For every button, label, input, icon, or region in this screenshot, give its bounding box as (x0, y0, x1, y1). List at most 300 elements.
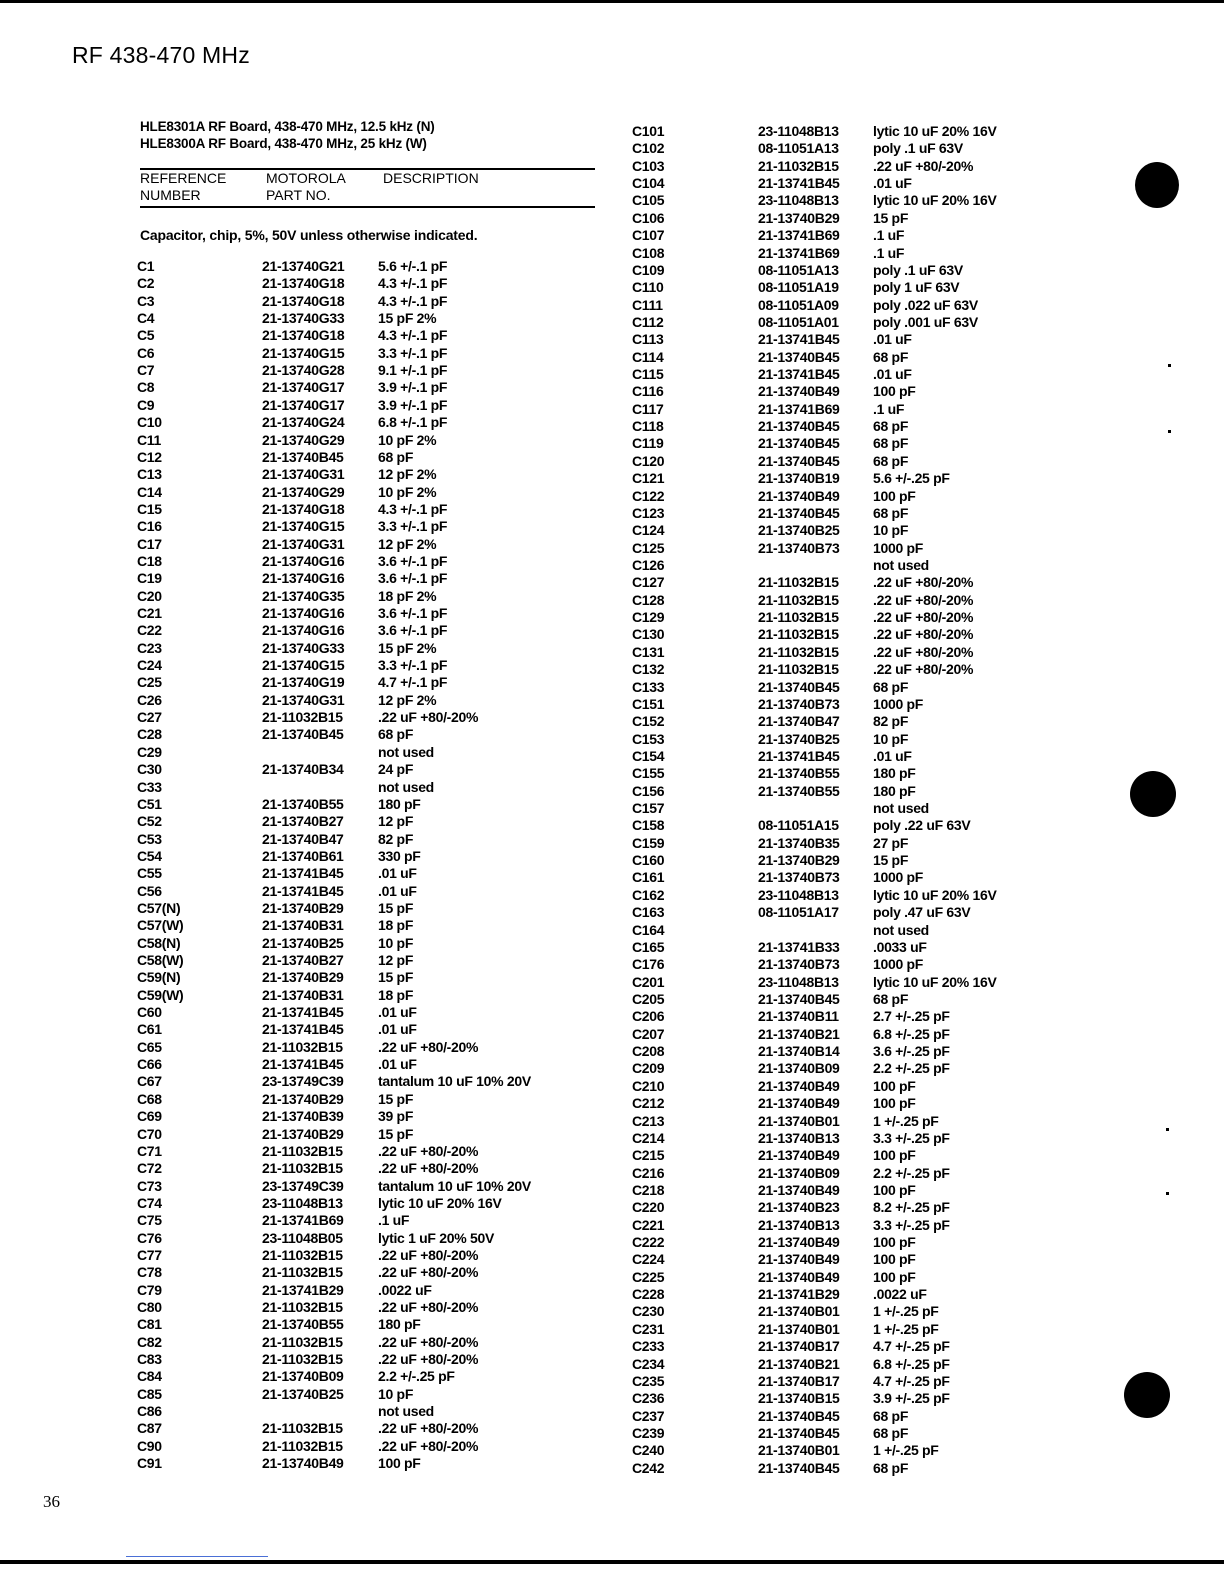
description: lytic 10 uF 20% 16V (873, 973, 997, 990)
reference-number: C163 (632, 904, 665, 921)
reference-number: C228 (632, 1286, 665, 1303)
part-number: 21-13740G16 (262, 570, 345, 587)
description: 2.7 +/-.25 pF (873, 1008, 950, 1025)
description: 68 pF (873, 1459, 909, 1476)
reference-number: C14 (137, 483, 162, 500)
reference-number: C24 (137, 657, 162, 674)
description: .01 uF (378, 882, 417, 899)
description: .22 uF +80/-20% (378, 1299, 479, 1315)
reference-number: C18 (137, 552, 162, 569)
part-number: 21-13740G17 (262, 396, 345, 413)
reference-number: C7 (137, 362, 155, 379)
scan-speck (1168, 430, 1171, 433)
description: .22 uF +80/-20% (873, 574, 974, 591)
reference-number: C160 (632, 852, 665, 869)
part-number: 08-11051A13 (758, 140, 839, 157)
reference-number: C105 (632, 192, 665, 209)
description: 15 pF (378, 1090, 414, 1107)
reference-number: C25 (137, 674, 162, 691)
reference-number: C58(N) (137, 934, 181, 951)
part-number: 21-11032B15 (262, 1246, 343, 1263)
reference-number: C29 (137, 743, 162, 760)
reference-number: C111 (632, 296, 663, 313)
description: 2.2 +/-.25 pF (873, 1164, 950, 1181)
part-number: 21-13740G16 (262, 605, 345, 621)
description: .22 uF +80/-20% (873, 609, 974, 626)
part-number: 21-11032B15 (262, 1142, 343, 1159)
description: .01 uF (378, 1004, 417, 1021)
reference-number: C20 (137, 587, 162, 604)
reference-number: C233 (632, 1338, 665, 1355)
part-number: 21-13740B29 (262, 969, 344, 986)
description: 12 pF 2% (378, 691, 437, 708)
description: .22 uF +80/-20% (378, 1333, 479, 1350)
part-number: 21-13740B09 (758, 1164, 840, 1181)
part-number: 21-13740B17 (758, 1372, 840, 1389)
part-number: 08-11051A17 (758, 904, 839, 921)
description: 68 pF (378, 726, 414, 743)
reference-number: C121 (632, 470, 665, 487)
part-number: 21-11032B15 (262, 1038, 343, 1055)
part-number: 21-11032B15 (758, 574, 839, 591)
part-number: 21-13740G21 (262, 258, 345, 274)
part-number: 21-13740B29 (758, 852, 840, 869)
page-title: RF 438-470 MHz (72, 42, 250, 68)
description: 27 pF (873, 834, 909, 851)
description: .22 uF +80/-20% (378, 1038, 479, 1055)
description: not used (378, 1403, 434, 1420)
description: 15 pF 2% (378, 639, 437, 656)
part-number: 21-13740G31 (262, 535, 345, 552)
reference-number: C103 (632, 157, 665, 174)
description: 180 pF (873, 782, 916, 799)
reference-number: C132 (632, 661, 665, 678)
reference-number: C126 (632, 557, 665, 573)
part-number: 21-11032B15 (262, 1351, 343, 1368)
table-note: Capacitor, chip, 5%, 50V unless otherwise indicated. (140, 227, 478, 243)
part-number: 21-13741B69 (262, 1212, 344, 1229)
reference-number: C69 (137, 1108, 162, 1125)
description: .22 uF +80/-20% (873, 661, 974, 678)
reference-number: C57(N) (137, 899, 181, 916)
reference-number: C66 (137, 1056, 162, 1073)
description: .1 uF (873, 244, 905, 261)
reference-number: C122 (632, 487, 665, 504)
column-header-description: DESCRIPTION (383, 170, 479, 186)
part-number: 21-13740G18 (262, 500, 345, 517)
scan-mark (126, 1556, 268, 1557)
part-number: 21-13740B45 (758, 678, 840, 695)
part-number: 21-13740G18 (262, 292, 345, 309)
reference-number: C72 (137, 1160, 162, 1177)
reference-number: C78 (137, 1264, 162, 1281)
part-number: 21-13740B49 (758, 1095, 840, 1112)
part-number: 21-13740B49 (758, 1251, 840, 1268)
reference-number: C71 (137, 1142, 162, 1159)
description: 68 pF (873, 1407, 909, 1424)
part-number: 21-13741B45 (758, 331, 840, 348)
part-number: 21-13740B15 (758, 1390, 840, 1407)
reference-number: C2 (137, 275, 155, 292)
reference-number: C86 (137, 1403, 162, 1420)
part-number: 21-13740G16 (262, 552, 345, 569)
part-number: 21-13741B69 (758, 227, 840, 244)
reference-number: C119 (632, 435, 664, 452)
reference-number: C129 (632, 609, 665, 626)
part-number: 21-13740B45 (758, 1425, 840, 1441)
description: 82 pF (873, 713, 909, 730)
reference-number: C27 (137, 709, 162, 726)
description: 3.6 +/-.25 pF (873, 1043, 950, 1060)
reference-number: C216 (632, 1164, 665, 1181)
column-header-reference: REFERENCE NUMBER (140, 170, 227, 203)
description: .22 uF +80/-20% (378, 709, 479, 726)
description: not used (873, 921, 929, 938)
description: 3.9 +/-.1 pF (378, 379, 448, 396)
description: 10 pF (378, 1385, 414, 1402)
reference-number: C65 (137, 1038, 162, 1055)
part-number: 21-11032B15 (758, 591, 839, 608)
reference-number: C236 (632, 1390, 665, 1407)
part-number: 21-13740G18 (262, 275, 345, 292)
part-number: 21-13740G15 (262, 518, 345, 535)
part-number: 21-13740G15 (262, 657, 345, 674)
description: 10 pF 2% (378, 483, 437, 500)
reference-number: C240 (632, 1442, 665, 1459)
part-number: 21-11032B15 (758, 661, 839, 678)
reference-number: C152 (632, 713, 665, 730)
description: 6.8 +/-.1 pF (378, 414, 448, 431)
reference-number: C221 (632, 1216, 665, 1233)
reference-number: C87 (137, 1420, 162, 1437)
part-number: 21-13740B73 (758, 956, 840, 973)
part-number: 21-13740B17 (758, 1338, 840, 1355)
reference-number: C207 (632, 1025, 665, 1042)
part-number: 21-13740B39 (262, 1108, 344, 1125)
part-number: 21-13740B09 (758, 1060, 840, 1077)
part-number: 08-11051A09 (758, 296, 839, 313)
description: 10 pF 2% (378, 431, 437, 448)
description: 3.6 +/-.1 pF (378, 605, 448, 621)
description: poly .1 uF 63V (873, 140, 963, 157)
reference-number: C77 (137, 1246, 162, 1263)
description: lytic 1 uF 20% 50V (378, 1229, 494, 1246)
description: .22 uF +80/-20% (378, 1142, 479, 1159)
description: 180 pF (378, 795, 421, 812)
reference-number: C209 (632, 1060, 665, 1077)
description: 68 pF (873, 452, 909, 469)
part-number: 21-13740B25 (758, 522, 840, 539)
description: 68 pF (873, 504, 909, 521)
part-number: 21-13740B45 (262, 448, 344, 465)
part-number: 21-13740G31 (262, 691, 345, 708)
part-number: 21-13741B29 (758, 1286, 840, 1303)
part-number: 21-13740G31 (262, 466, 345, 483)
part-number: 21-13740B45 (758, 991, 840, 1007)
description: .22 uF +80/-20% (378, 1351, 479, 1368)
part-number: 23-13749C39 (262, 1177, 344, 1194)
part-number: 21-13740B27 (262, 952, 344, 968)
reference-number: C21 (137, 605, 162, 621)
part-number: 21-13740B49 (758, 487, 840, 504)
reference-number: C214 (632, 1129, 665, 1146)
description: .1 uF (873, 400, 905, 417)
part-number: 21-13740B49 (758, 1268, 840, 1285)
reference-number: C12 (137, 448, 162, 465)
reference-number: C79 (137, 1281, 162, 1298)
description: 1 +/-.25 pF (873, 1112, 939, 1129)
description: 2.2 +/-.25 pF (873, 1060, 950, 1077)
part-number: 21-13740B49 (758, 1147, 840, 1164)
reference-number: C127 (632, 574, 665, 591)
part-number: 21-13740B23 (758, 1199, 840, 1216)
reference-number: C53 (137, 830, 162, 847)
part-number: 08-11051A13 (758, 261, 839, 278)
reference-number: C13 (137, 466, 162, 483)
reference-number: C30 (137, 761, 162, 778)
reference-number: C74 (137, 1194, 162, 1211)
reference-number: C210 (632, 1077, 665, 1094)
reference-number: C76 (137, 1229, 162, 1246)
reference-number: C157 (632, 800, 665, 817)
part-number: 21-13740B34 (262, 761, 344, 778)
part-number: 21-13740B45 (758, 435, 840, 452)
description: 4.3 +/-.1 pF (378, 292, 448, 309)
part-number: 21-13740B45 (262, 726, 344, 743)
part-number: 21-13740G18 (262, 327, 345, 344)
part-number: 21-13740G24 (262, 414, 345, 431)
description: 6.8 +/-.25 pF (873, 1025, 950, 1042)
part-number: 21-13740G33 (262, 639, 345, 656)
reference-number: C80 (137, 1299, 162, 1315)
part-number: 21-11032B15 (262, 1299, 343, 1315)
description: 12 pF 2% (378, 535, 437, 552)
part-number: 21-13740B27 (262, 813, 344, 830)
description: .0033 uF (873, 938, 927, 955)
description: 3.6 +/-.1 pF (378, 552, 448, 569)
reference-number: C5 (137, 327, 155, 344)
reference-number: C117 (632, 400, 664, 417)
description: 82 pF (378, 830, 414, 847)
reference-number: C90 (137, 1437, 162, 1454)
description: 100 pF (873, 1095, 916, 1112)
description: poly 1 uF 63V (873, 279, 960, 296)
reference-number: C28 (137, 726, 162, 743)
part-number: 21-13740B47 (262, 830, 344, 847)
board-line-n: HLE8301A RF Board, 438-470 MHz, 12.5 kHz (N) (140, 119, 435, 134)
reference-number: C205 (632, 991, 665, 1007)
description: not used (378, 778, 434, 795)
reference-number: C159 (632, 834, 665, 851)
description: 1 +/-.25 pF (873, 1320, 939, 1337)
part-number: 23-11048B13 (262, 1194, 343, 1211)
part-number: 21-13740G33 (262, 310, 345, 327)
reference-number: C55 (137, 865, 162, 882)
part-number: 21-13740B29 (758, 209, 840, 226)
part-number: 23-11048B13 (758, 123, 839, 139)
description: .22 uF +80/-20% (378, 1160, 479, 1177)
reference-number: C242 (632, 1459, 665, 1476)
part-number: 21-13740G29 (262, 483, 345, 500)
part-number: 21-11032B15 (262, 1437, 343, 1454)
reference-number: C113 (632, 331, 664, 348)
reference-number: C151 (632, 695, 665, 712)
description: 100 pF (378, 1455, 421, 1472)
part-number: 21-11032B15 (262, 1333, 343, 1350)
reference-number: C83 (137, 1351, 162, 1368)
description: .01 uF (873, 175, 912, 192)
description: 9.1 +/-.1 pF (378, 362, 448, 379)
part-number: 21-13740B61 (262, 847, 344, 864)
reference-number: C109 (632, 261, 665, 278)
part-number: 21-11032B15 (758, 609, 839, 626)
part-number: 21-13740B45 (758, 452, 840, 469)
description: 15 pF (378, 899, 414, 916)
reference-number: C116 (632, 383, 664, 400)
part-number: 21-13740B29 (262, 899, 344, 916)
reference-number: C59(W) (137, 986, 184, 1003)
part-number: 21-13740B01 (758, 1303, 840, 1320)
description: .01 uF (873, 331, 912, 348)
part-number: 21-13740B45 (758, 348, 840, 365)
part-number: 21-13740B01 (758, 1442, 840, 1459)
reference-number: C218 (632, 1181, 665, 1198)
description: 3.6 +/-.1 pF (378, 622, 448, 639)
part-number: 21-13740B09 (262, 1368, 344, 1385)
part-number: 21-11032B15 (758, 626, 839, 643)
description: 10 pF (873, 522, 909, 539)
description: 68 pF (378, 448, 414, 465)
description: 10 pF (873, 730, 909, 747)
description: .0022 uF (378, 1281, 432, 1298)
reference-number: C22 (137, 622, 162, 639)
description: 15 pF (873, 209, 909, 226)
part-number: 21-13740B25 (262, 1385, 344, 1402)
part-number: 21-13741B45 (262, 865, 344, 882)
description: 3.6 +/-.1 pF (378, 570, 448, 587)
binder-hole (1124, 1372, 1170, 1418)
reference-number: C58(W) (137, 952, 184, 968)
description: lytic 10 uF 20% 16V (873, 886, 997, 903)
part-number: 21-13740B73 (758, 869, 840, 886)
board-line-w: HLE8300A RF Board, 438-470 MHz, 25 kHz (W) (140, 136, 427, 151)
description: .0022 uF (873, 1286, 927, 1303)
reference-number: C15 (137, 500, 162, 517)
part-number: 21-11032B15 (262, 1264, 343, 1281)
reference-number: C11 (137, 431, 162, 448)
description: .22 uF +80/-20% (873, 626, 974, 643)
reference-number: C208 (632, 1043, 665, 1060)
reference-number: C101 (632, 123, 665, 139)
reference-number: C239 (632, 1425, 665, 1441)
part-number: 21-13740B49 (758, 1181, 840, 1198)
description: 18 pF 2% (378, 587, 437, 604)
part-number: 21-13740G28 (262, 362, 345, 379)
board-descriptions (140, 118, 435, 152)
description: 180 pF (378, 1316, 421, 1333)
part-number: 23-11048B13 (758, 192, 839, 209)
part-number: 21-13740B29 (262, 1125, 344, 1142)
part-number: 21-13740B13 (758, 1216, 840, 1233)
description: 4.7 +/-.25 pF (873, 1338, 950, 1355)
description: poly .47 uF 63V (873, 904, 971, 921)
reference-number: C16 (137, 518, 162, 535)
reference-number: C235 (632, 1372, 665, 1389)
reference-number: C206 (632, 1008, 665, 1025)
reference-number: C220 (632, 1199, 665, 1216)
top-border (0, 0, 1224, 3)
description: 3.3 +/-.1 pF (378, 657, 448, 674)
part-number: 23-11048B13 (758, 886, 839, 903)
part-number: 21-13740B11 (758, 1008, 839, 1025)
description: 100 pF (873, 1181, 916, 1198)
part-number: 21-13741B45 (262, 1021, 344, 1038)
part-number: 21-13741B45 (262, 1056, 344, 1073)
part-number: 21-13740B49 (758, 383, 840, 400)
part-number: 21-13740B45 (758, 418, 840, 435)
scan-speck (1166, 1128, 1169, 1131)
part-number: 21-13740B55 (262, 795, 344, 812)
description: 68 pF (873, 435, 909, 452)
description: tantalum 10 uF 10% 20V (378, 1073, 531, 1090)
description: 100 pF (873, 1251, 916, 1268)
part-number: 21-13741B45 (758, 366, 840, 383)
reference-number: C161 (632, 869, 665, 886)
part-number: 21-11032B15 (758, 643, 839, 660)
part-number: 08-11051A01 (758, 313, 839, 330)
part-number: 23-11048B05 (262, 1229, 343, 1246)
part-number: 21-13740B49 (758, 1077, 840, 1094)
part-number: 21-13740B21 (758, 1355, 840, 1372)
part-number: 08-11051A19 (758, 279, 839, 296)
reference-number: C51 (137, 795, 162, 812)
description: not used (378, 743, 434, 760)
reference-number: C112 (632, 313, 664, 330)
part-number: 21-13741B29 (262, 1281, 344, 1298)
reference-number: C231 (632, 1320, 665, 1337)
description: 24 pF (378, 761, 414, 778)
scan-speck (1168, 364, 1171, 367)
description: poly .1 uF 63V (873, 261, 963, 278)
reference-number: C59(N) (137, 969, 181, 986)
reference-number: C57(W) (137, 917, 184, 934)
reference-number: C162 (632, 886, 665, 903)
reference-number: C237 (632, 1407, 665, 1424)
description: 6.8 +/-.25 pF (873, 1355, 950, 1372)
reference-number: C26 (137, 691, 162, 708)
part-number: 21-13740B13 (758, 1129, 840, 1146)
description: .01 uF (378, 1056, 417, 1073)
reference-number: C224 (632, 1251, 665, 1268)
part-number: 21-13740B01 (758, 1112, 840, 1129)
description: 330 pF (378, 847, 421, 864)
description: 1000 pF (873, 956, 924, 973)
reference-number: C17 (137, 535, 162, 552)
description: .22 uF +80/-20% (378, 1264, 479, 1281)
part-number: 21-13740B49 (262, 1455, 344, 1472)
description: lytic 10 uF 20% 16V (873, 123, 997, 139)
scan-speck (1166, 1192, 1169, 1195)
description: not used (873, 557, 929, 573)
reference-number: C107 (632, 227, 665, 244)
description: 12 pF (378, 813, 414, 830)
description: 68 pF (873, 991, 909, 1007)
reference-number: C68 (137, 1090, 162, 1107)
reference-number: C123 (632, 504, 665, 521)
reference-number: C70 (137, 1125, 162, 1142)
binder-hole (1130, 771, 1176, 817)
reference-number: C125 (632, 539, 665, 556)
